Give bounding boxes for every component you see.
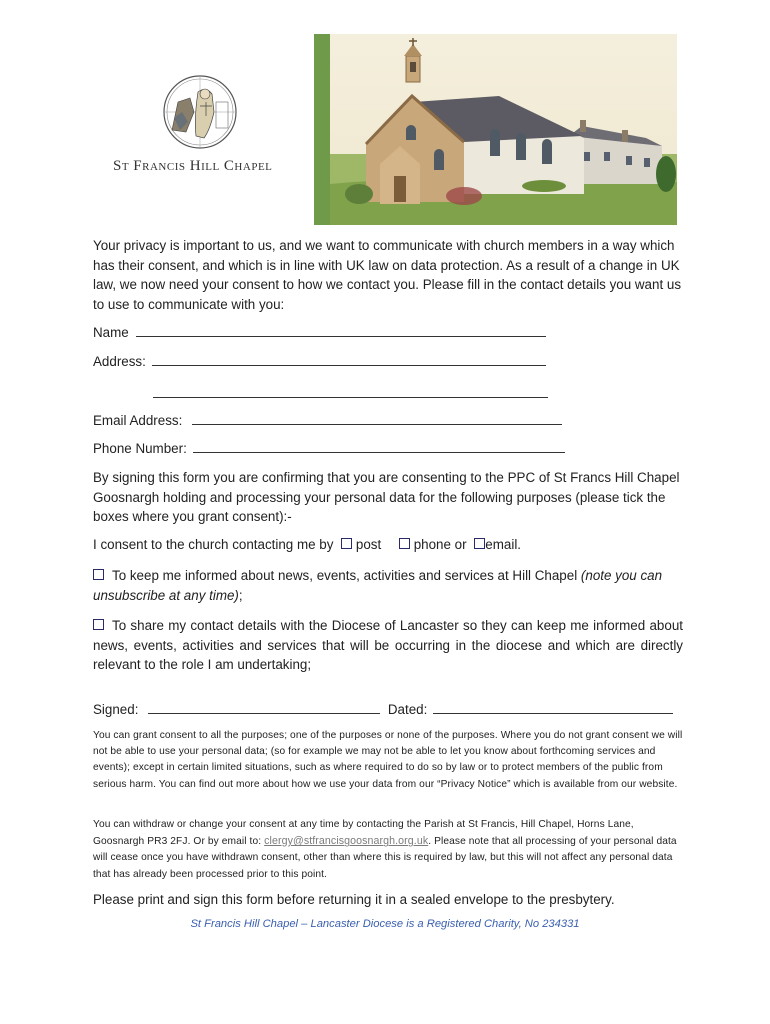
phone-label: Phone Number: (93, 441, 187, 456)
option-news-end: ; (238, 587, 243, 603)
signature-row (93, 699, 683, 720)
option-diocese-text: To share my contact details with the Diocese of Lancaster so they can keep me informed about news, events, activities and services that will be occurring in the diocese and which are directly relevant to the role I am undertaking; (93, 618, 683, 672)
news-checkbox[interactable] (93, 569, 104, 580)
address-input-line-2[interactable] (153, 383, 548, 398)
clergy-email-link[interactable]: clergy@stfrancisgoosnargh.org.uk (264, 835, 429, 848)
signed-label: Signed: (93, 702, 139, 717)
phone-field-row (93, 438, 683, 459)
option-news-note: (note you can unsubscribe at any time) (93, 568, 663, 603)
signing-statement: By signing this form you are confirming that you are consenting to the PPC of St Francs Hill Chapel Goosnargh holding and processing your personal data for the following purposes (please tick the boxes where you grant consent):- (93, 470, 680, 524)
post-checkbox[interactable] (341, 538, 352, 549)
name-label: Name (93, 325, 129, 340)
address-input-line-1[interactable] (152, 351, 546, 366)
date-input-line[interactable] (433, 699, 673, 714)
phone-label-text: phone or (413, 537, 467, 552)
charity-footer: St Francis Hill Chapel – Lancaster Diocese is a Registered Charity, No 234331 (190, 918, 580, 930)
name-field-row (93, 322, 683, 343)
option-diocese-row (93, 616, 683, 675)
email-checkbox[interactable] (474, 538, 485, 549)
address-field-row (93, 351, 683, 372)
email-input-line[interactable] (192, 410, 562, 425)
post-label: post (355, 537, 382, 552)
withdraw-notice-text: You can withdraw or change your consent at any time by contacting the Parish at St Francis, Hill Chapel, Horns Lane, Goosnargh PR3 2FJ. Or by email to: (93, 819, 634, 848)
email-field-row (93, 410, 683, 431)
phone-input-line[interactable] (193, 438, 565, 453)
logo-wordmark: St Francis Hill Chapel (113, 158, 273, 174)
option-news-row (93, 566, 683, 605)
intro-paragraph: Your privacy is important to us, and we want to communicate with church members in a way which has their consent, and which is in line with UK law on data protection. As a result of a change in UK law, we now need your consent to how we contact you. Please fill in the contact details you want us to use to communicate with you: (93, 238, 682, 312)
print-instruction: Please print and sign this form before returning it in a sealed envelope to the presbytery. (93, 892, 615, 907)
email-label-text: email. (485, 537, 522, 552)
consent-method-row (93, 535, 683, 555)
consent-prefix: I consent to the church contacting me by (93, 537, 334, 552)
chapel-logo-emblem (160, 72, 240, 152)
email-label: Email Address: (93, 413, 183, 428)
address-label: Address: (93, 354, 146, 369)
diocese-checkbox[interactable] (93, 619, 104, 630)
phone-checkbox[interactable] (399, 538, 410, 549)
option-news-text: To keep me informed about news, events, activities and services at Hill Chapel (112, 568, 578, 583)
consent-notice-paragraph: You can grant consent to all the purposes; one of the purposes or none of the purposes. Where you do not grant consent we will not be able to use your personal data; (so for example we may not be able to let you know about forthcoming services and events); except in certain limited situations, such as where required to do so by law or to protect members of the public from serious harm. You can find out more about how we use your data from our “Privacy Notice” which is available from our website. (93, 730, 683, 790)
chapel-illustration (314, 34, 677, 225)
signature-input-line[interactable] (148, 699, 380, 714)
withdraw-notice-paragraph (93, 817, 683, 883)
withdraw-notice-text-end: . Please note that all processing of your personal data will cease once you have withdrawn consent, other than where this is required by law, but this will not affect any personal data that has already been processed prior to this point. (93, 836, 677, 880)
name-input-line[interactable] (136, 322, 546, 337)
dated-label: Dated: (387, 702, 428, 717)
